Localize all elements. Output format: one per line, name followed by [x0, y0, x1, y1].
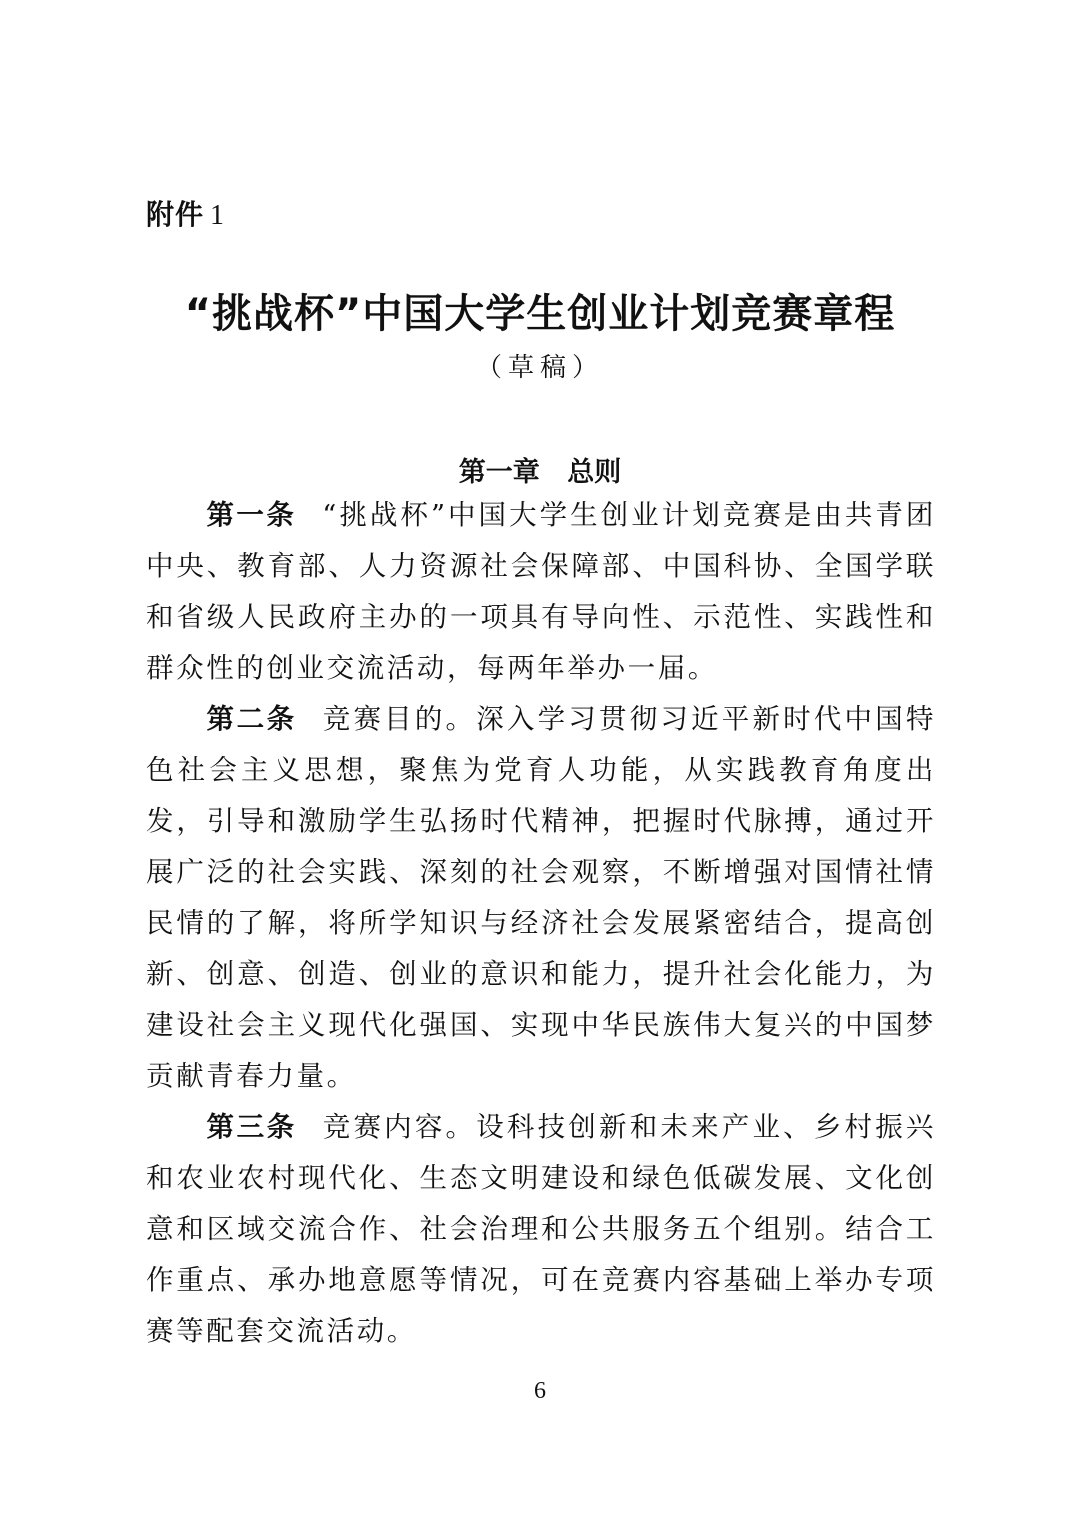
article-label: 第三条 [206, 1111, 297, 1143]
article-label: 第一条 [206, 499, 297, 531]
attachment-number: 1 [210, 200, 226, 231]
article-text: “挑战杯”中国大学生创业计划竞赛是由共青团中央、教育部、人力资源社会保障部、中国科协、全国学联和省级人民政府主办的一项具有导向性、示范性、实践性和群众性的创业交流活动，每两年举办一届。 [146, 499, 937, 684]
article-label: 第二条 [206, 703, 297, 735]
article-paragraph [146, 1102, 936, 1357]
attachment-text: 附件 [146, 198, 205, 231]
document-body [146, 490, 936, 1357]
chapter-heading [0, 450, 1080, 489]
document-subtitle: （草稿） [475, 353, 604, 383]
article-paragraph [146, 694, 936, 1102]
page-number: 6 [534, 1378, 546, 1404]
chapter-name: 总则 [567, 457, 622, 488]
article-text: 竞赛目的。深入学习贯彻习近平新时代中国特色社会主义思想，聚焦为党育人功能，从实践教育角度出发，引导和激励学生弘扬时代精神，把握时代脉搏，通过开展广泛的社会实践、深刻的社会观察，不断增强对国情社情民情的了解，将所学知识与经济社会发展紧密结合，提高创新、创意、创造、创业的意识和能力，提升社会化能力，为建设社会主义现代化强国、实现中华民族伟大复兴的中国梦贡献青春力量。 [146, 703, 937, 1092]
article-paragraph [146, 490, 936, 694]
article-text: 竞赛内容。设科技创新和未来产业、乡村振兴和农业农村现代化、生态文明建设和绿色低碳发展、文化创意和区域交流合作、社会治理和公共服务五个组别。结合工作重点、承办地意愿等情况，可在竞赛内容基础上举办专项赛等配套交流活动。 [146, 1111, 937, 1347]
chapter-label: 第一章 [458, 457, 540, 488]
attachment-label [146, 193, 225, 233]
document-title: “挑战杯”中国大学生创业计划竞赛章程 [184, 291, 896, 337]
